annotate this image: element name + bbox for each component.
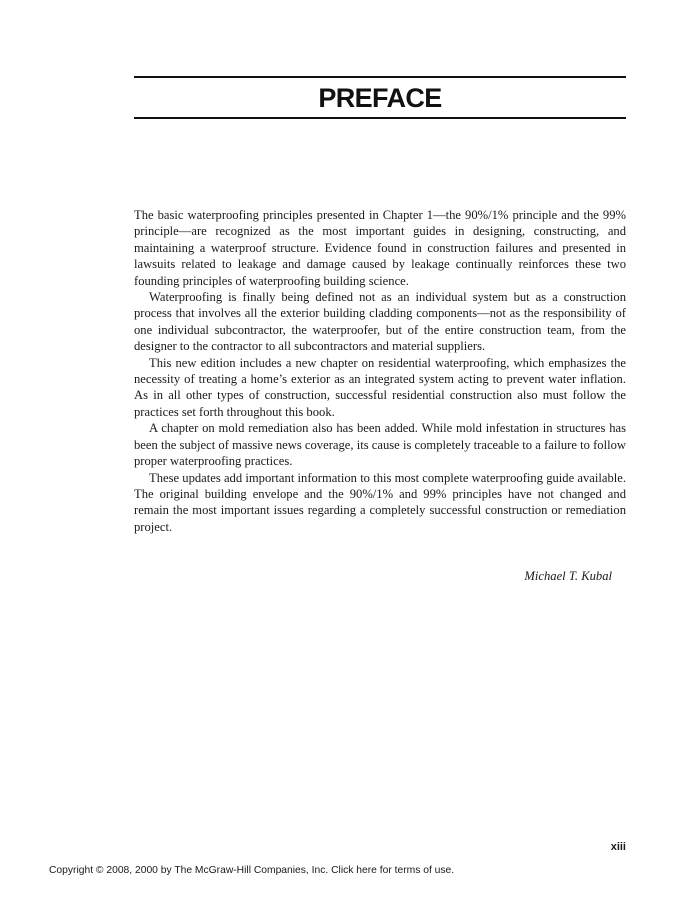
- title-bottom-rule: [134, 117, 626, 119]
- paragraph: These updates add important information to this most complete waterproofing guide available. The original building envelope and the 90%/1% and 99% principles have not changed and remain the most important issues regarding a completely successful construction or remediation project.: [134, 470, 626, 534]
- title-top-rule: [134, 76, 626, 78]
- copyright-terms-link[interactable]: Copyright © 2008, 2000 by The McGraw-Hill Companies, Inc. Click here for terms of use.: [49, 865, 455, 876]
- author-signature: Michael T. Kubal: [524, 569, 612, 583]
- paragraph: This new edition includes a new chapter on residential waterproofing, which emphasizes the necessity of treating a home’s exterior as an integrated system acting to prevent water inflation. As in all other types of construction, successful residential construction also must follow the practices set forth throughout this book.: [134, 355, 626, 419]
- page-number: xiii: [610, 841, 626, 853]
- paragraph: A chapter on mold remediation also has been added. While mold infestation in structures has been the subject of massive news coverage, its cause is completely traceable to a failure to follow proper waterproofing practices.: [134, 421, 626, 469]
- preface-body: [134, 207, 626, 535]
- paragraph: Waterproofing is finally being defined not as an individual system but as a construction process that involves all the exterior building cladding components—not as the responsibility of one individual subcontractor, the waterproofer, but of the entire construction team, from the designer to the contractor to all subcontractors and material suppliers.: [134, 290, 626, 354]
- paragraph: The basic waterproofing principles presented in Chapter 1—the 90%/1% principle and the 99% principle—are recognized as the most important guides in designing, constructing, and maintaining a waterproof structure. Evidence found in construction failures and presented in lawsuits related to leakage and damage caused by leakage continually reinforces these two founding principles of waterproofing building science.: [134, 208, 626, 288]
- page-title: PREFACE: [318, 83, 442, 113]
